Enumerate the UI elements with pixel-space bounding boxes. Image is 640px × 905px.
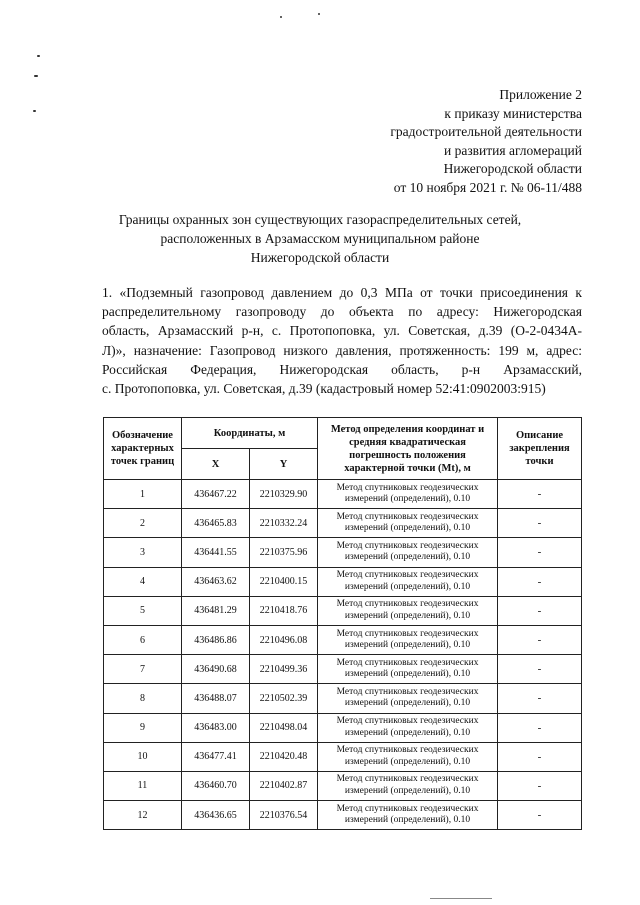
- cell-method: Метод спутниковых геодезических измерений (определений), 0.10: [318, 655, 498, 684]
- cell-y: 2210329.90: [250, 480, 318, 509]
- paragraph-line: область, Арзамасский р-н, с. Протопоповка, ул. Советская, д.39 (О-2-0434А-: [102, 323, 582, 339]
- cell-description: -: [498, 771, 582, 800]
- cell-method: Метод спутниковых геодезических измерений (определений), 0.10: [318, 801, 498, 830]
- cell-method: Метод спутниковых геодезических измерений (определений), 0.10: [318, 625, 498, 654]
- paragraph-line: 1. «Подземный газопровод давлением до 0,3 МПа от точки присоединения к: [102, 285, 582, 300]
- cell-method: Метод спутниковых геодезических измерений (определений), 0.10: [318, 684, 498, 713]
- cell-description: -: [498, 538, 582, 567]
- cell-point-number: 11: [104, 771, 182, 800]
- cell-method: Метод спутниковых геодезических измерений (определений), 0.10: [318, 509, 498, 538]
- cell-y: 2210498.04: [250, 713, 318, 742]
- table-row: [104, 509, 582, 538]
- table-row: [104, 742, 582, 771]
- title-line: Нижегородской области: [250, 250, 390, 265]
- appendix-line: к приказу министерства: [444, 105, 582, 121]
- header-x: X: [182, 449, 250, 480]
- paragraph-line: с. Протопоповка, ул. Советская, д.39 (кадастровый номер 52:41:0902003:915): [102, 381, 546, 397]
- cell-x: 436481.29: [182, 596, 250, 625]
- cell-description: -: [498, 684, 582, 713]
- cell-description: -: [498, 567, 582, 596]
- cell-point-number: 12: [104, 801, 182, 830]
- object-description: [102, 283, 582, 398]
- cell-point-number: 8: [104, 684, 182, 713]
- cell-description: -: [498, 742, 582, 771]
- coordinates-table: [103, 417, 582, 830]
- cell-y: 2210376.54: [250, 801, 318, 830]
- cell-description: -: [498, 713, 582, 742]
- header-method: Метод определения координат и средняя квадратическая погрешность положения характерной точки (Mt), м: [318, 418, 498, 480]
- cell-point-number: 3: [104, 538, 182, 567]
- cell-point-number: 5: [104, 596, 182, 625]
- cell-x: 436483.00: [182, 713, 250, 742]
- cell-method: Метод спутниковых геодезических измерений (определений), 0.10: [318, 538, 498, 567]
- cell-description: -: [498, 596, 582, 625]
- cell-point-number: 6: [104, 625, 182, 654]
- scan-speck: [280, 16, 282, 18]
- table-row: [104, 538, 582, 567]
- cell-description: -: [498, 801, 582, 830]
- cell-y: 2210499.36: [250, 655, 318, 684]
- paragraph-line: Л)», назначение: Газопровод низкого давления, протяженность: 199 м, адрес:: [102, 342, 582, 358]
- appendix-line: градостроительной деятельности: [390, 124, 582, 140]
- cell-y: 2210400.15: [250, 567, 318, 596]
- table-row: [104, 684, 582, 713]
- scan-speck: [33, 110, 36, 112]
- cell-description: -: [498, 480, 582, 509]
- appendix-line: Нижегородской области: [443, 161, 582, 177]
- header-coordinates: Координаты, м: [182, 418, 318, 449]
- cell-y: 2210496.08: [250, 625, 318, 654]
- table-row: [104, 801, 582, 830]
- header-point: Обозначение характерных точек границ: [104, 418, 182, 480]
- title-line: расположенных в Арзамасском муниципальном районе: [160, 231, 480, 246]
- cell-method: Метод спутниковых геодезических измерений (определений), 0.10: [318, 742, 498, 771]
- cell-point-number: 9: [104, 713, 182, 742]
- table-row: [104, 480, 582, 509]
- cell-y: 2210402.87: [250, 771, 318, 800]
- appendix-line: и развития агломераций: [443, 142, 582, 158]
- table-row: [104, 596, 582, 625]
- cell-point-number: 7: [104, 655, 182, 684]
- cell-x: 436488.07: [182, 684, 250, 713]
- cell-y: 2210418.76: [250, 596, 318, 625]
- cell-x: 436486.86: [182, 625, 250, 654]
- table-row: [104, 567, 582, 596]
- cell-y: 2210375.96: [250, 538, 318, 567]
- cell-point-number: 10: [104, 742, 182, 771]
- cell-point-number: 1: [104, 480, 182, 509]
- cell-point-number: 4: [104, 567, 182, 596]
- scan-edge-mark: [430, 898, 492, 899]
- cell-description: -: [498, 655, 582, 684]
- cell-x: 436465.83: [182, 509, 250, 538]
- cell-x: 436436.65: [182, 801, 250, 830]
- header-y: Y: [250, 449, 318, 480]
- scan-speck: [318, 13, 320, 15]
- table-body: [104, 480, 582, 830]
- paragraph-line: Российская Федерация, Нижегородская область, р-н Арзамасский,: [102, 361, 582, 377]
- cell-x: 436477.41: [182, 742, 250, 771]
- cell-y: 2210420.48: [250, 742, 318, 771]
- cell-x: 436490.68: [182, 655, 250, 684]
- table-row: [104, 771, 582, 800]
- cell-x: 436441.55: [182, 538, 250, 567]
- appendix-block: [390, 86, 582, 198]
- cell-method: Метод спутниковых геодезических измерений (определений), 0.10: [318, 713, 498, 742]
- cell-x: 436467.22: [182, 480, 250, 509]
- cell-x: 436463.62: [182, 567, 250, 596]
- cell-description: -: [498, 625, 582, 654]
- cell-y: 2210332.24: [250, 509, 318, 538]
- cell-method: Метод спутниковых геодезических измерений (определений), 0.10: [318, 567, 498, 596]
- cell-point-number: 2: [104, 509, 182, 538]
- scan-speck: [37, 55, 40, 57]
- appendix-line: Приложение 2: [499, 87, 582, 102]
- title-line: Границы охранных зон существующих газораспределительных сетей,: [118, 212, 522, 227]
- cell-y: 2210502.39: [250, 684, 318, 713]
- table-row: [104, 625, 582, 654]
- cell-method: Метод спутниковых геодезических измерений (определений), 0.10: [318, 480, 498, 509]
- header-description: Описание закрепления точки: [498, 418, 582, 480]
- paragraph-line: распределительному газопроводу до объекта по адресу: Нижегородская: [102, 304, 582, 320]
- cell-description: -: [498, 509, 582, 538]
- scan-speck: [34, 75, 38, 77]
- cell-method: Метод спутниковых геодезических измерений (определений), 0.10: [318, 596, 498, 625]
- document-title: [60, 210, 580, 267]
- cell-x: 436460.70: [182, 771, 250, 800]
- table-row: [104, 713, 582, 742]
- cell-method: Метод спутниковых геодезических измерений (определений), 0.10: [318, 771, 498, 800]
- appendix-line: от 10 ноября 2021 г. № 06-11/488: [393, 179, 582, 195]
- table-row: [104, 655, 582, 684]
